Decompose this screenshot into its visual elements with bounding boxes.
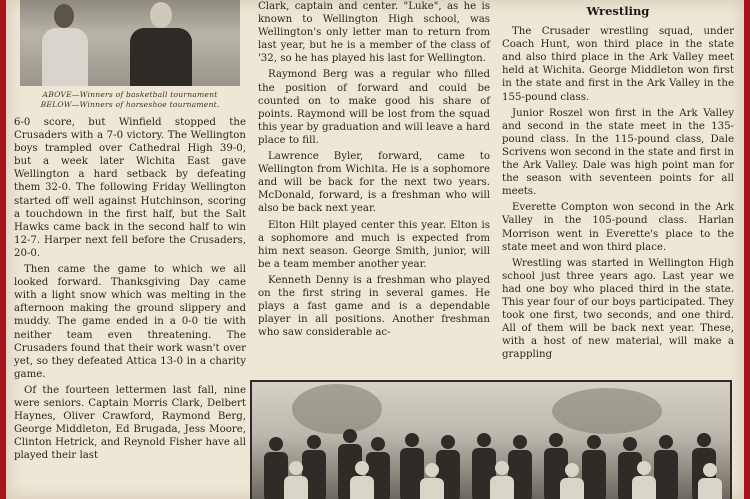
- photo-person: [130, 0, 192, 86]
- paragraph: Junior Roszel won first in the Ark Valley and second in the state meet in the 135-pound class. In the 115-pound class, Dale Scrivens won second in the state and first in the Ark Valley. Dale was high point man for the season with seventeen points for all meets.: [502, 107, 734, 198]
- team-players-silhouettes: [252, 382, 730, 499]
- caption-above: ABOVE—Winners of basketball tournament: [42, 90, 218, 99]
- paragraph: Of the fourteen lettermen last fall, nine were seniors. Captain Morris Clark, Delbert Haynes, Oliver Crawford, Raymond Berg, George Middleton, Ed Brugada, Jess Moore, Clinton Hetrick, and Reynold Fisher have all played their last: [14, 384, 246, 462]
- paragraph: Wrestling was started in Wellington High school just three years ago. Last year we had one boy who placed third in the state. This year four of our boys participated. They took one first, two seconds, and one third. All of them will be back next year. These, with a host of new material, will make a grappling: [502, 257, 734, 361]
- photo-caption: [14, 90, 246, 110]
- paragraph: The Crusader wrestling squad, under Coach Hunt, won third place in the state and also third place in the Ark Valley meet held at Wichita. George Middleton won first in the state and first in the Ark Valley in the 155-pound class.: [502, 26, 734, 103]
- caption-below: BELOW—Winners of horseshoe tournament.: [40, 100, 220, 109]
- paragraph: Clark, captain and center. "Luke", as he is known to Wellington High school, was Wellington's only letter man to return from last year, but he is a member of the class of '32, so he has played his last for Wellington.: [258, 1, 490, 65]
- photo-person: [42, 0, 88, 86]
- paragraph: 6-0 score, but Winfield stopped the Crusaders with a 7-0 victory. The Wellington boys trampled over Cathedral High 39-0, but a week later Wichita East gave Wellington a hard setback by defeating them 32-0. The following Friday Wellington started off well against Hutchinson, scoring a touchdown in the first half, but the Salt Hawks came back in the second half to win 12-7. Harper next fell before the Crusaders, 20-0.: [14, 117, 246, 259]
- paragraph: Lawrence Byler, forward, came to Wellington from Wichita. He is a sophomore and will be back for the next two years. McDonald, forward, is a freshman who will also be back next year.: [258, 151, 490, 215]
- paragraph: Elton Hilt played center this year. Elton is a sophomore and much is expected from him next season. George Smith, junior, will be a team member another year.: [258, 219, 490, 270]
- paragraph: Kenneth Denny is a freshman who played on the first string in several games. He plays a fast game and is a dependable player in all positions. Another freshman who saw considerable ac-: [258, 274, 490, 339]
- yearbook-page: [6, 0, 744, 499]
- column-left: [14, 0, 246, 465]
- paragraph: Then came the game to which we all looked forward. Thanksgiving Day came with a light snow which was melting in the afternoon making the ground slippery and muddy. The game ended in a 0-0 tie with neither team even threatening. The Crusaders found that their work wasn't over yet, so they defeated Attica 13-0 in a charity game.: [14, 264, 246, 380]
- section-heading: Wrestling: [586, 4, 650, 18]
- horseshoe-winners-photo: [20, 0, 240, 86]
- paragraph: Raymond Berg was a regular who filled the position of forward and could be counted on to make good his share of points. Raymond will be lost from the squad this year by graduation and will leave a hard place to fill.: [258, 69, 490, 146]
- team-photo: [250, 380, 732, 499]
- paragraph: Everette Compton won second in the Ark Valley in the 105-pound class. Harlan Morrison went in Everette's place to the state meet and won third place.: [502, 202, 734, 253]
- column-right: [502, 0, 734, 364]
- column-middle: [258, 0, 490, 342]
